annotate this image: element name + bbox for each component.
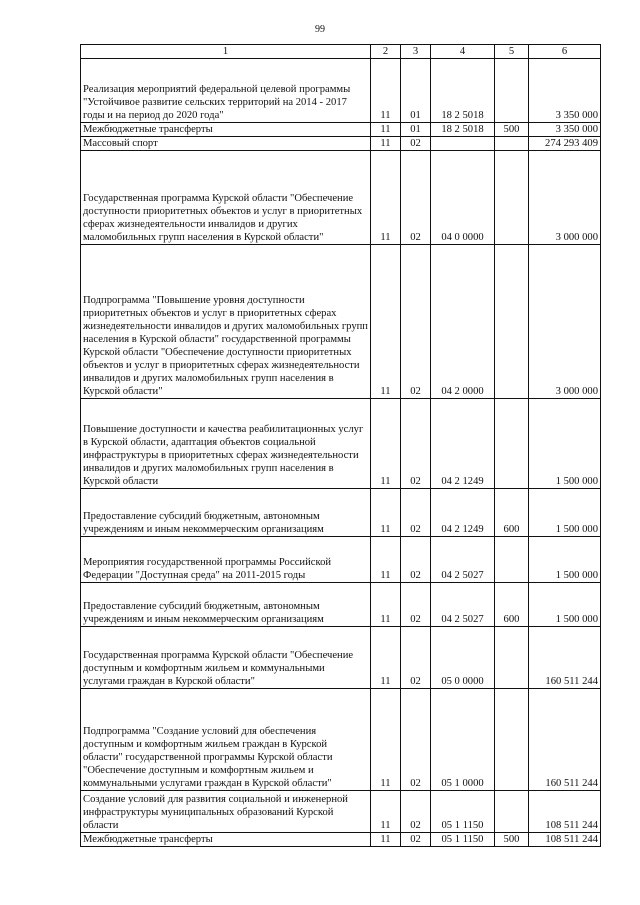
row-amount: 1 500 000 [529,537,601,583]
row-expense-type: 600 [495,489,529,537]
row-expense-type: 500 [495,123,529,137]
table-row [81,627,601,689]
row-expense-type [495,59,529,123]
row-amount: 108 511 244 [529,833,601,847]
row-subsection: 02 [401,833,431,847]
page-number: 99 [315,24,325,35]
row-name: Межбюджетные трансферты [81,123,371,137]
row-name: Государственная программа Курской области "Обеспечение доступности приоритетных объектов и услуг в приоритетных сферах жизнедеятельности инвалидов и других маломобильных групп населения в Курской области" [81,151,371,245]
column-header: 4 [431,45,495,59]
row-section: 11 [371,689,401,791]
row-section: 11 [371,245,401,399]
row-name: Создание условий для развития социальной и инженерной инфраструктуры муниципальных образований Курской области [81,791,371,833]
row-name: Подпрограмма "Повышение уровня доступности приоритетных объектов и услуг в приоритетных сферах жизнедеятельности инвалидов и других маломобильных групп населения в Курской области" государственной программы Курской области "Обеспечение доступности приоритетных объектов и услуг в приоритетных сферах жизнедеятельности инвалидов и других маломобильных групп населения в Курской области" [81,245,371,399]
table-row [81,583,601,627]
row-subsection: 01 [401,123,431,137]
row-amount: 160 511 244 [529,627,601,689]
row-section: 11 [371,537,401,583]
row-target-code: 05 0 0000 [431,627,495,689]
row-target-code: 18 2 5018 [431,123,495,137]
row-expense-type: 600 [495,583,529,627]
row-target-code: 04 2 0000 [431,245,495,399]
row-subsection: 02 [401,137,431,151]
row-subsection: 02 [401,489,431,537]
row-amount: 108 511 244 [529,791,601,833]
row-subsection: 02 [401,627,431,689]
row-section: 11 [371,137,401,151]
row-section: 11 [371,833,401,847]
row-section: 11 [371,627,401,689]
row-name: Реализация мероприятий федеральной целевой программы "Устойчивое развитие сельских территорий на 2014 - 2017 годы и на период до 2020 года" [81,59,371,123]
table-row [81,137,601,151]
row-subsection: 02 [401,537,431,583]
column-header: 6 [529,45,601,59]
column-header: 1 [81,45,371,59]
row-name: Межбюджетные трансферты [81,833,371,847]
row-target-code: 05 1 1150 [431,791,495,833]
row-amount: 160 511 244 [529,689,601,791]
row-section: 11 [371,399,401,489]
row-section: 11 [371,59,401,123]
row-section: 11 [371,791,401,833]
row-name: Государственная программа Курской области "Обеспечение доступным и комфортным жильем и коммунальными услугами граждан в Курской области" [81,627,371,689]
row-target-code [431,137,495,151]
column-header: 3 [401,45,431,59]
row-target-code: 18 2 5018 [431,59,495,123]
table-row [81,791,601,833]
table-row [81,59,601,123]
row-expense-type [495,689,529,791]
budget-table [80,44,601,847]
row-expense-type [495,245,529,399]
row-expense-type: 500 [495,833,529,847]
column-header: 2 [371,45,401,59]
table-row [81,833,601,847]
row-subsection: 02 [401,689,431,791]
row-name: Мероприятия государственной программы Российской Федерации "Доступная среда" на 2011-2015 годы [81,537,371,583]
row-target-code: 04 2 5027 [431,583,495,627]
row-subsection: 02 [401,791,431,833]
row-expense-type [495,137,529,151]
row-amount: 1 500 000 [529,489,601,537]
row-name: Повышение доступности и качества реабилитационных услуг в Курской области, адаптация объектов социальной инфраструктуры в приоритетных сферах жизнедеятельности инвалидов и других маломобильных групп населения в Курской области [81,399,371,489]
table-row [81,245,601,399]
table-row [81,123,601,137]
row-target-code: 04 0 0000 [431,151,495,245]
row-expense-type [495,151,529,245]
row-expense-type [495,537,529,583]
column-header: 5 [495,45,529,59]
table-header-row [81,45,601,59]
row-section: 11 [371,489,401,537]
table-row [81,537,601,583]
table-row [81,689,601,791]
row-expense-type [495,791,529,833]
table-row [81,399,601,489]
row-section: 11 [371,123,401,137]
row-target-code: 04 2 1249 [431,399,495,489]
row-name: Массовый спорт [81,137,371,151]
row-subsection: 01 [401,59,431,123]
row-target-code: 04 2 1249 [431,489,495,537]
row-amount: 1 500 000 [529,583,601,627]
row-expense-type [495,399,529,489]
row-amount: 3 350 000 [529,59,601,123]
table-row [81,151,601,245]
row-target-code: 05 1 1150 [431,833,495,847]
row-name: Подпрограмма "Создание условий для обеспечения доступным и комфортным жильем граждан в Курской области" государственной программы Курской области "Обеспечение доступным и комфортным жильем и коммунальными услугами граждан в Курской области" [81,689,371,791]
row-amount: 3 000 000 [529,151,601,245]
row-amount: 3 000 000 [529,245,601,399]
row-target-code: 04 2 5027 [431,537,495,583]
row-amount: 1 500 000 [529,399,601,489]
row-expense-type [495,627,529,689]
row-name: Предоставление субсидий бюджетным, автономным учреждениям и иным некоммерческим организациям [81,489,371,537]
row-section: 11 [371,583,401,627]
row-amount: 3 350 000 [529,123,601,137]
row-name: Предоставление субсидий бюджетным, автономным учреждениям и иным некоммерческим организациям [81,583,371,627]
row-subsection: 02 [401,245,431,399]
row-section: 11 [371,151,401,245]
row-amount: 274 293 409 [529,137,601,151]
row-target-code: 05 1 0000 [431,689,495,791]
table-row [81,489,601,537]
row-subsection: 02 [401,399,431,489]
row-subsection: 02 [401,583,431,627]
row-subsection: 02 [401,151,431,245]
